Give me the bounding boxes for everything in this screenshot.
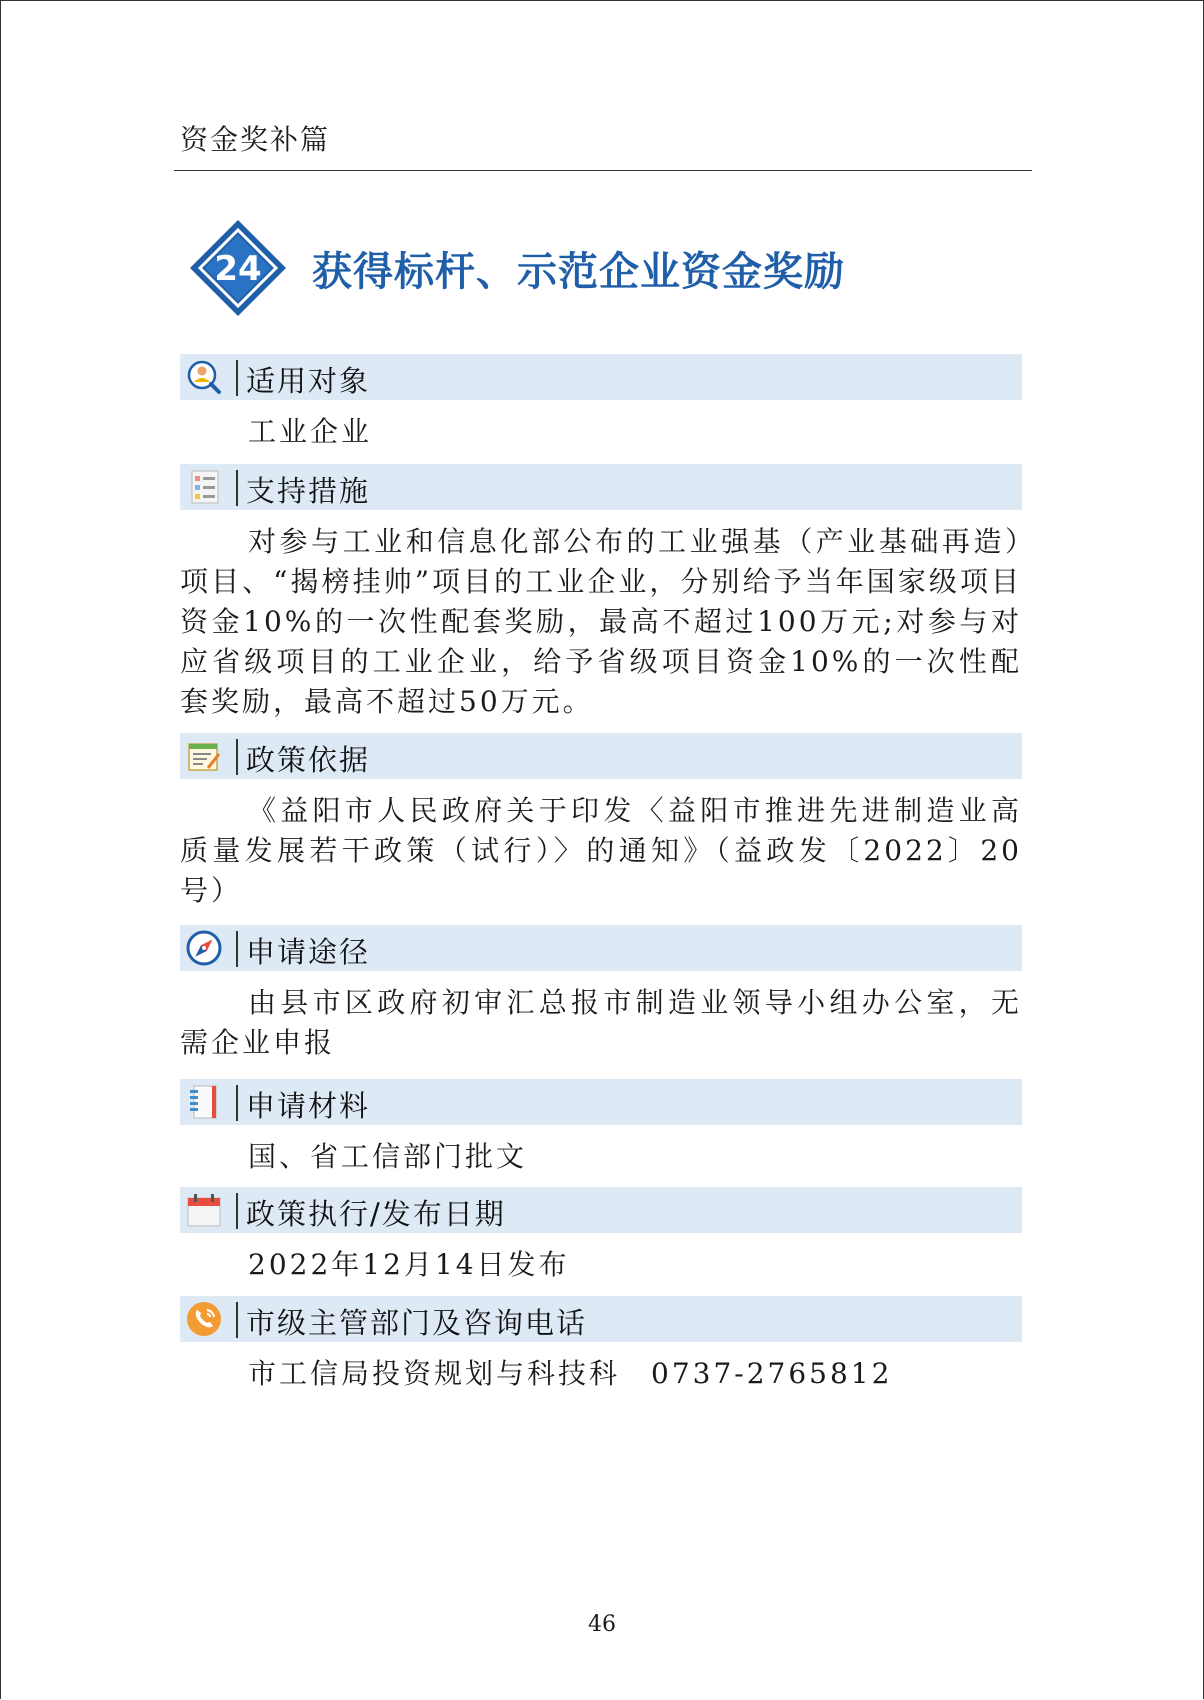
- section-label: 适用对象: [246, 364, 371, 398]
- checklist-icon: [186, 469, 222, 505]
- bar-divider: [236, 1193, 238, 1229]
- section-bar-target: [180, 354, 1022, 400]
- badge-number: 24: [214, 249, 262, 289]
- running-head: 资金奖补篇: [180, 123, 331, 156]
- section-bar-route: [180, 925, 1022, 971]
- page-title: 获得标杆、示范企业资金奖励: [312, 248, 845, 295]
- section-body: 国、省工信部门批文: [248, 1140, 528, 1173]
- bar-divider: [236, 739, 238, 775]
- section-body: 对参与工业和信息化部公布的工业强基（产业基础再造）项目、“揭榜挂帅”项目的工业企业，分别给予当年国家级项目资金10%的一次性配套奖励，最高不超过100万元;对参与对应省级项目的工业企业，给予省级项目资金10%的一次性配套奖励，最高不超过50万元。: [180, 525, 1022, 718]
- calendar-icon: [186, 1192, 222, 1228]
- section-label: 市级主管部门及咨询电话: [246, 1306, 588, 1340]
- section-label: 政策执行/发布日期: [246, 1197, 506, 1231]
- header-rule: [174, 170, 1032, 171]
- phone-icon: [186, 1301, 222, 1337]
- section-body: 2022年12月14日发布: [248, 1248, 570, 1281]
- compass-icon: [186, 930, 222, 966]
- bar-divider: [236, 360, 238, 396]
- section-body: 《益阳市人民政府关于印发〈益阳市推进先进制造业高质量发展若干政策（试行）〉的通知》（益政发〔2022〕20号）: [180, 794, 1022, 907]
- person-search-icon: [186, 359, 222, 395]
- bar-divider: [236, 470, 238, 506]
- section-body: 由县市区政府初审汇总报市制造业领导小组办公室，无需企业申报: [180, 986, 1022, 1059]
- notebook-icon: [186, 1084, 222, 1120]
- page-number: 46: [588, 1612, 616, 1637]
- number-badge: [188, 218, 288, 318]
- bar-divider: [236, 1085, 238, 1121]
- bar-divider: [236, 1302, 238, 1338]
- bar-divider: [236, 931, 238, 967]
- section-label: 申请材料: [246, 1089, 371, 1123]
- document-pen-icon: [186, 738, 222, 774]
- section-bar-measures: [180, 464, 1022, 510]
- section-bar-materials: [180, 1079, 1022, 1125]
- section-bar-basis: [180, 733, 1022, 779]
- section-label: 政策依据: [246, 743, 371, 777]
- section-body: 市工信局投资规划与科技科 0737-2765812: [248, 1357, 893, 1390]
- section-label: 支持措施: [246, 474, 371, 508]
- section-bar-date: [180, 1187, 1022, 1233]
- title-block: [188, 218, 1048, 318]
- section-body: 工业企业: [248, 415, 373, 448]
- section-bar-contact: [180, 1296, 1022, 1342]
- section-label: 申请途径: [246, 935, 371, 969]
